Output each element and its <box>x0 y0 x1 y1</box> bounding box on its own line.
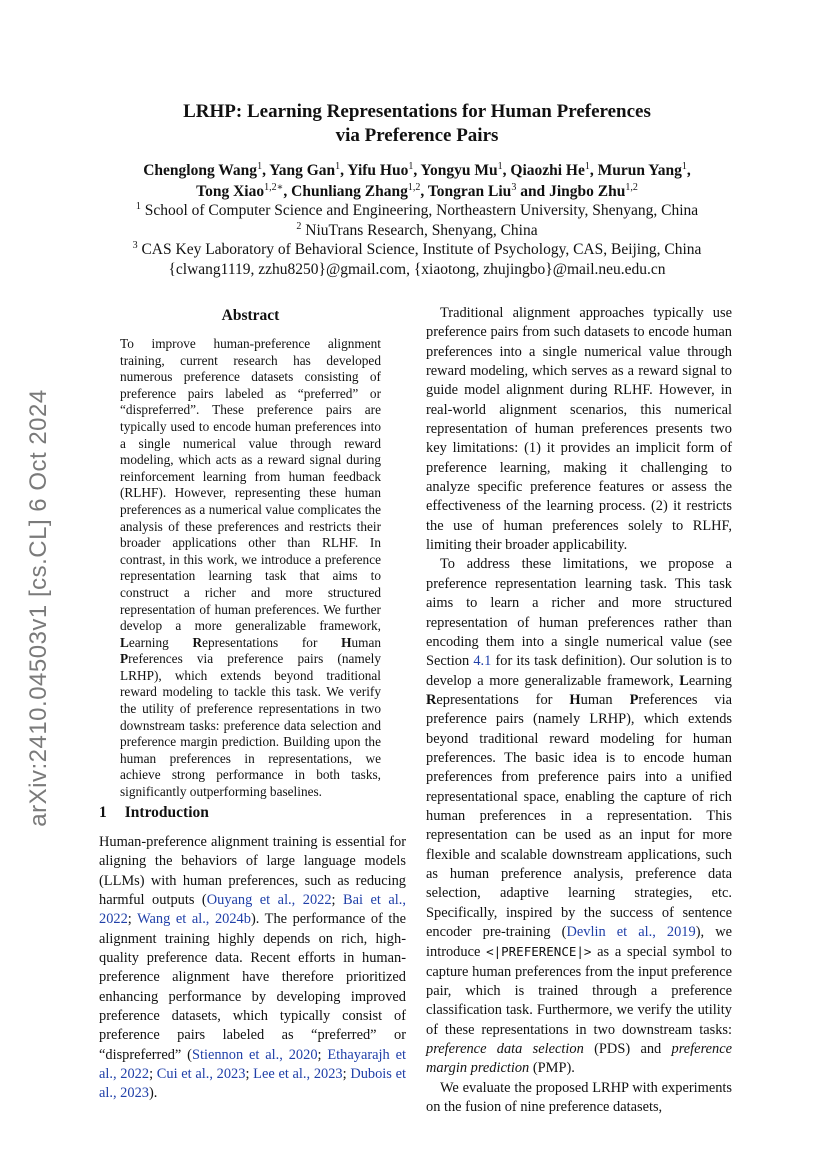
affiliation <box>80 221 754 241</box>
citation-link[interactable]: Wang et al., 2024b <box>137 911 251 928</box>
arxiv-sidebar-stamp <box>22 375 56 840</box>
acronym-letter: L <box>120 634 129 650</box>
author-name: Chenglong Wang <box>143 162 258 179</box>
citation-link[interactable]: Ethayarajh et al., 2022 <box>99 1046 406 1083</box>
citation-link[interactable]: Bai et al., 2022 <box>99 892 406 928</box>
author-name: Qiaozhi He <box>510 162 585 179</box>
abstract-fragment: uman <box>351 634 382 650</box>
text-fragment: ), we introduce <box>426 924 732 961</box>
affiliation-mark: 1 <box>135 200 141 212</box>
affiliation-mark: 2 <box>296 220 302 232</box>
abstract-section <box>120 307 381 801</box>
author-list <box>80 160 754 202</box>
text-fragment: epresentations for <box>436 691 570 708</box>
text-fragment: (PMP). <box>529 1060 575 1077</box>
author-separator: , <box>262 162 270 179</box>
citation-link[interactable]: Ouyang et al., 2022 <box>206 892 332 909</box>
intro-paragraph-4: We evaluate the proposed LRHP with experiments on the fusion of nine preference datasets, <box>426 1079 732 1116</box>
author-name: Yongyu Mu <box>420 162 498 179</box>
text-fragment: ). <box>148 1085 158 1102</box>
task-name: preference margin prediction <box>426 1041 732 1077</box>
author-affiliation-mark: 1,2∗ <box>264 181 284 193</box>
text-fragment: earning <box>688 672 732 689</box>
text-fragment: ; <box>342 1066 351 1083</box>
preference-token: <|PREFERENCE|> <box>486 944 592 960</box>
author-affiliation-mark: 1 <box>335 160 341 172</box>
text-fragment: ). The performance of the alignment training highly depends on rich, high-quality preference data. Recent efforts in human-preference alignment have therefore prioritized enhancing performance by developing improved preference datasets, which typically consist of preference pairs labeled as “preferred” or “dispreferred” ( <box>99 911 406 1063</box>
affiliation-text: CAS Key Laboratory of Behavioral Science, Institute of Psychology, CAS, Beijing, China <box>141 241 702 258</box>
text-fragment: uman <box>580 691 630 708</box>
acronym-letter: H <box>341 634 352 650</box>
text-fragment: ; <box>331 892 344 909</box>
text-fragment: ; <box>149 1066 157 1083</box>
title-line-2: via Preference Pairs <box>335 125 499 146</box>
abstract-fragment: To improve human-preference alignment training, current research has developed numerous preference datasets consisting of preference pairs labeled as “preferred” or “dispreferred”. These preference pairs are typically used to encode human preferences into a single numerical value through reward modeling, which acts as a reward signal during reinforcement learning from human feedback (RLHF). However, representing these human preferences as a numerical value complicates the analysis of these preferences and restricts their broader applications other than RLHF. In contrast, in this work, we introduce a preference representation learning task that aims to construct a richer and more structured representation of human preferences. We further develop a more generalizable framework, <box>120 336 381 634</box>
text-fragment: ; <box>317 1046 328 1063</box>
affiliation-mark: 3 <box>132 239 138 251</box>
author-separator: , <box>589 162 598 179</box>
author-affiliation-mark: 1,2 <box>407 181 421 193</box>
section-reference-link[interactable]: 4.1 <box>473 653 492 670</box>
title-line-1: LRHP: Learning Representations for Human Preferences <box>183 101 651 122</box>
acronym-letter: R <box>426 691 437 708</box>
citation-link[interactable]: Lee et al., 2023 <box>253 1066 343 1083</box>
author-line-2 <box>80 181 754 202</box>
arxiv-identifier: arXiv:2410.04503v1 [cs.CL] 6 Oct 2024 <box>25 388 52 827</box>
text-fragment: for its task definition). Our solution is to develop a more generalizable framework, <box>426 653 733 689</box>
text-fragment: To address these limitations, we propose a preference representation learning task. This task aims to learn a richer and more structured representation of human preferences rather than encoding them into a single numerical value (see Section <box>426 556 732 670</box>
right-column <box>426 304 732 1117</box>
text-fragment: ; <box>245 1066 254 1083</box>
author-affiliation-mark: 1,2 <box>625 181 638 193</box>
abstract-fragment: references via preference pairs (namely LRHP), which extends beyond traditional reward modeling to tackle this task. We verify the utility of preference representations in two downstream tasks: preference data selection and preference margin prediction. Building upon the human preferences in representations, we achieve strong performance in both tasks, significantly outperforming baselines. <box>120 651 381 800</box>
affiliation-text: School of Computer Science and Engineering, Northeastern University, Shenyang, China <box>144 202 699 219</box>
author-separator: , <box>413 162 421 179</box>
author-affiliation-mark: 3 <box>511 181 517 193</box>
author-affiliation-mark: 1 <box>584 160 590 172</box>
section-title: Introduction <box>124 804 209 821</box>
affiliation <box>80 201 754 221</box>
text-fragment: as a special symbol to capture human preferences from the input preference pair, which is trained through a preference classification task. Furthermore, we verify the utility of these representations in two downstream tasks: <box>426 944 732 1038</box>
abstract-fragment: earning <box>128 634 193 650</box>
paper-title <box>100 100 734 148</box>
acronym-letter: L <box>679 672 689 689</box>
intro-paragraph-2: Traditional alignment approaches typically use preference pairs from such datasets to encode human preferences into a single numerical value through reward modeling, which serves as a reward signal to guide model alignment during RLHF. However, in real-world alignment scenarios, this numerical representation of human preferences presents two key limitations: (1) it provides an implicit form of preference learning, making it challenging to analyze specific preference features or assess the effectiveness of the learning process. (2) it restricts the use of human preferences solely to RLHF, limiting their broader applicability. <box>426 305 732 554</box>
acronym-letter: R <box>192 634 203 650</box>
text-fragment: (PDS) and <box>583 1041 672 1058</box>
author-name: Yifu Huo <box>347 162 409 179</box>
citation-link[interactable]: Devlin et al., 2019 <box>566 924 696 940</box>
author-affiliation-mark: 1 <box>681 160 687 172</box>
section-heading-introduction <box>99 804 409 822</box>
author-name: Jingbo Zhu <box>549 183 626 200</box>
author-separator: , <box>502 162 511 179</box>
author-separator: and <box>516 183 550 200</box>
author-name: Murun Yang <box>597 162 682 179</box>
author-name: Tong Xiao <box>196 183 265 200</box>
author-line-1 <box>80 160 754 181</box>
abstract-fragment: epresentations for <box>202 634 342 650</box>
citation-link[interactable]: Dubois et al., 2023 <box>99 1066 406 1102</box>
affiliation-text: NiuTrans Research, Shenyang, China <box>305 221 538 239</box>
acronym-letter: P <box>120 651 129 667</box>
citation-link[interactable]: Stiennon et al., 2020 <box>191 1046 318 1063</box>
intro-paragraph-3 <box>426 555 732 1078</box>
author-affiliation-mark: 1 <box>497 160 503 172</box>
author-affiliation-mark: 1 <box>257 160 263 172</box>
author-name: Chunliang Zhang <box>291 183 408 200</box>
author-affiliation-mark: 1 <box>408 160 414 172</box>
author-separator: , <box>420 183 428 200</box>
affiliation-list <box>80 201 754 279</box>
author-separator: , <box>283 183 292 200</box>
task-name: preference data selection <box>426 1041 584 1058</box>
acronym-letter: H <box>569 691 581 708</box>
section-number: 1 <box>99 804 107 821</box>
text-fragment: references via preference pairs (namely LRHP), which extends beyond traditional reward modeling for human preferences. The basic idea is to encode human preferences from preference pairs into a unified representational space, enabling the capture of rich human preferences in a representation. This representation can be used as an input for more flexible and scalable downstream applications, such as human preference analysis, preference data selection, adaptive learning strategies, etc. Specifically, inspired by the success of sentence encoder pre-training ( <box>426 691 733 940</box>
intro-paragraph-1 <box>99 833 406 1104</box>
author-separator: , <box>340 162 348 179</box>
citation-link[interactable]: Cui et al., 2023 <box>156 1066 246 1083</box>
author-emails: {clwang1119, zzhu8250}@gmail.com, {xiaotong, zhujingbo}@mail.neu.edu.cn <box>168 260 666 278</box>
author-separator: , <box>686 162 691 179</box>
text-fragment: ; <box>127 911 138 928</box>
left-column <box>99 833 406 1104</box>
affiliation <box>80 240 754 260</box>
abstract-heading: Abstract <box>221 307 280 324</box>
author-name: Tongran Liu <box>427 183 512 200</box>
acronym-letter: P <box>629 691 639 708</box>
text-fragment: Human-preference alignment training is essential for aligning the behaviors of large language models (LLMs) with human preferences, such as reducing harmful outputs ( <box>99 834 406 909</box>
author-name: Yang Gan <box>269 162 336 179</box>
abstract-text <box>120 336 381 801</box>
